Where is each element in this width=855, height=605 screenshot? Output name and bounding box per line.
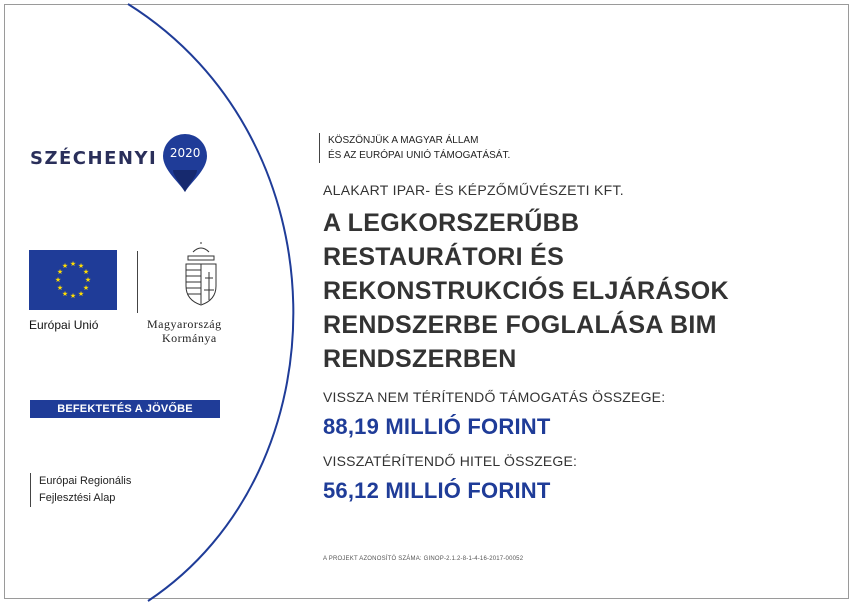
- szechenyi-year: 2020: [169, 146, 201, 160]
- hungarian-coat-of-arms-icon: [180, 242, 222, 308]
- svg-text:★: ★: [77, 262, 85, 270]
- project-id: A PROJEKT AZONOSÍTÓ SZÁMA: GINOP-2.1.2-8-1-4-16-2017-00052: [323, 556, 524, 562]
- svg-text:★: ★: [54, 276, 62, 284]
- investment-banner: BEFEKTETÉS A JÖVŐBE: [30, 400, 220, 418]
- svg-text:★: ★: [84, 276, 92, 284]
- loan-amount: 56,12 MILLIÓ FORINT: [323, 478, 551, 503]
- svg-text:★: ★: [69, 260, 77, 268]
- loan-label: VISSZATÉRÍTENDŐ HITEL ÖSSZEGE:: [323, 453, 578, 469]
- svg-text:★: ★: [61, 290, 69, 298]
- thanks-line2: ÉS AZ EURÓPAI UNIÓ TÁMOGATÁSÁT.: [328, 150, 511, 161]
- project-title: [323, 206, 729, 376]
- fund-line2: Fejlesztési Alap: [39, 492, 116, 504]
- svg-text:★: ★: [56, 268, 64, 276]
- svg-text:★: ★: [82, 284, 90, 292]
- svg-text:★: ★: [77, 290, 85, 298]
- svg-text:★: ★: [61, 262, 69, 270]
- logo-divider: [137, 251, 138, 313]
- fund-name: [30, 473, 131, 507]
- grant-amount: 88,19 MILLIÓ FORINT: [323, 414, 551, 439]
- project-title-line: RENDSZERBEN: [323, 345, 517, 373]
- government-line2: Kormánya: [162, 331, 217, 345]
- szechenyi-wordmark: SZÉCHENYI: [30, 147, 158, 169]
- svg-text:★: ★: [82, 268, 90, 276]
- eu-flag-icon: [29, 250, 117, 310]
- project-title-line: RENDSZERBE FOGLALÁSA BIM: [323, 311, 717, 339]
- thanks-note: [319, 133, 510, 163]
- eu-label: Európai Unió: [29, 318, 99, 332]
- project-title-line: RESTAURÁTORI ÉS: [323, 243, 565, 271]
- project-title-line: REKONSTRUKCIÓS ELJÁRÁSOK: [323, 277, 729, 305]
- location-pin-icon: [161, 134, 209, 194]
- fund-line1: Európai Regionális: [39, 475, 132, 487]
- grant-label: VISSZA NEM TÉRÍTENDŐ TÁMOGATÁS ÖSSZEGE:: [323, 389, 666, 405]
- government-line1: Magyarország: [147, 317, 222, 331]
- company-name: ALAKART IPAR- ÉS KÉPZŐMŰVÉSZETI KFT.: [323, 182, 624, 198]
- szechenyi-logo: [30, 128, 209, 188]
- thanks-line1: KÖSZÖNJÜK A MAGYAR ÁLLAM: [328, 135, 479, 146]
- project-title-line: A LEGKORSZERŰBB: [323, 209, 580, 237]
- svg-text:★: ★: [69, 292, 77, 300]
- svg-text:★: ★: [56, 284, 64, 292]
